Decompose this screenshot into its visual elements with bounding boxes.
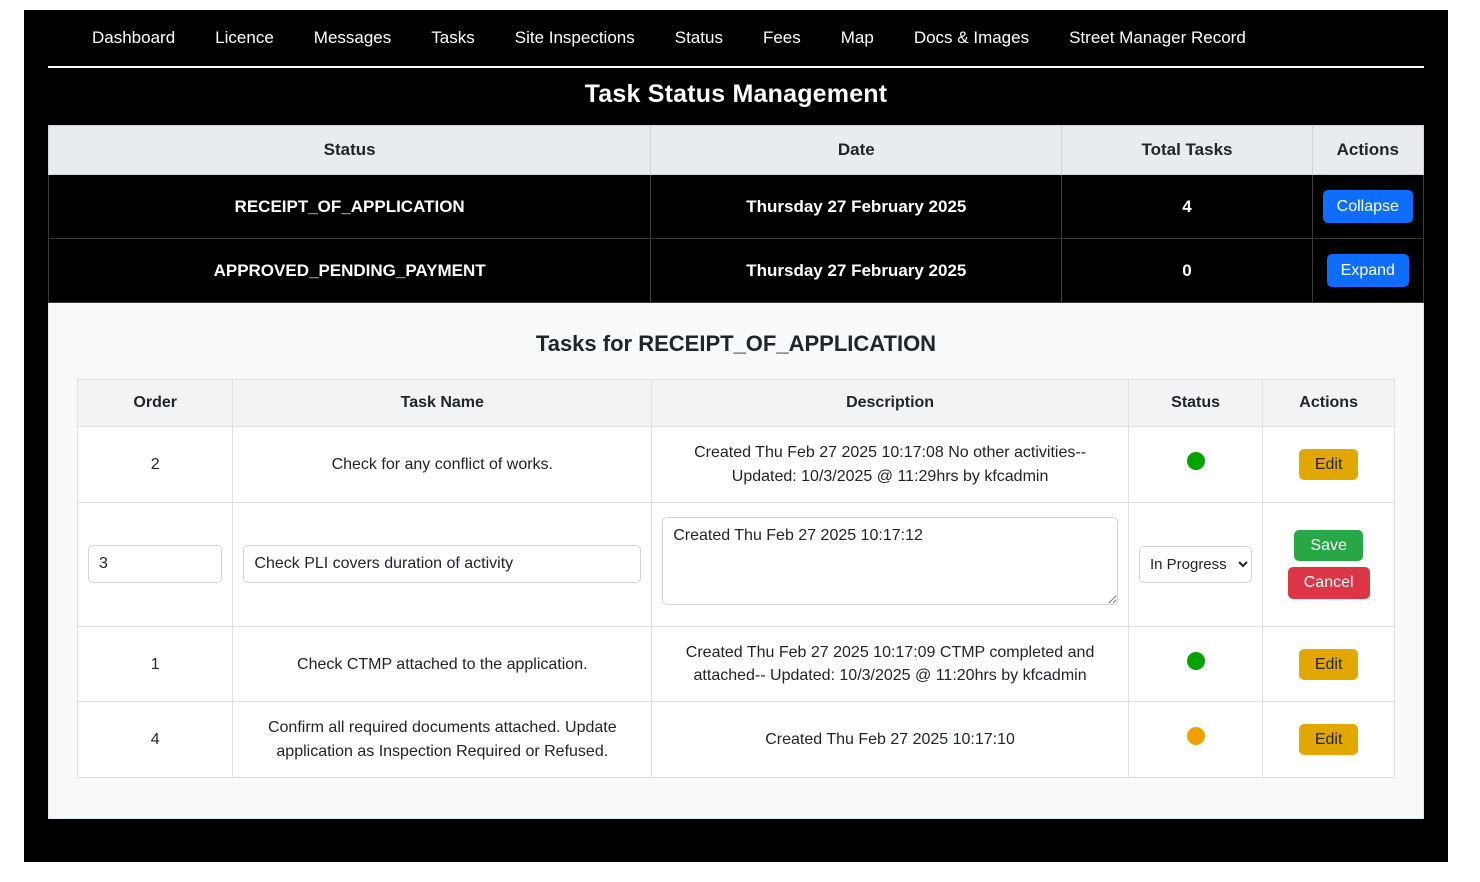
task-actions-cell [1263,427,1395,502]
nav-item-docs-images[interactable]: Docs & Images [913,28,1030,47]
tasks-table [77,379,1395,777]
table-row [49,239,1424,303]
task-description-cell: Created Thu Feb 27 2025 10:17:10 [652,702,1129,777]
table-row [78,702,1395,777]
task-name-cell: Check for any conflict of works. [233,427,652,502]
app-shell [24,10,1448,862]
task-order-cell: 4 [78,702,233,777]
order-col-header: Order [78,380,233,427]
expand-button[interactable]: Expand [1327,254,1409,287]
status-summary-table [48,125,1424,303]
tasks-table-header-row [78,380,1395,427]
status-date-cell: Thursday 27 February 2025 [651,239,1062,303]
task-order-cell [78,502,233,626]
nav-item-map[interactable]: Map [840,28,874,47]
cancel-button[interactable]: Cancel [1288,567,1370,598]
status-actions-cell [1312,239,1423,303]
nav-item-licence[interactable]: Licence [215,28,274,47]
table-row [49,175,1424,239]
task-name-cell: Check CTMP attached to the application. [233,626,652,701]
status-name-cell: APPROVED_PENDING_PAYMENT [49,239,651,303]
task-status-select[interactable] [1139,546,1252,583]
collapse-button[interactable]: Collapse [1323,190,1413,223]
edit-action-stack [1273,530,1384,598]
task-detail-title-status: RECEIPT_OF_APPLICATION [638,331,937,357]
task-status-cell [1128,626,1262,701]
status-name-cell: RECEIPT_OF_APPLICATION [49,175,651,239]
date-col-header: Date [651,126,1062,175]
task-description-textarea[interactable] [662,517,1118,605]
status-actions-cell [1312,175,1423,239]
table-row [78,427,1395,502]
task-detail-panel [48,303,1424,818]
status-col-header: Status [49,126,651,175]
task-description-cell [652,502,1129,626]
task-actions-cell [1263,702,1395,777]
task-status-col-header: Status [1128,380,1262,427]
nav-item-site-inspections[interactable]: Site Inspections [514,28,635,47]
task-actions-cell [1263,502,1395,626]
task-actions-cell [1263,626,1395,701]
status-total-cell: 0 [1062,239,1312,303]
status-total-cell: 4 [1062,175,1312,239]
nav-item-dashboard[interactable]: Dashboard [92,28,176,47]
task-name-cell [233,502,652,626]
task-status-cell [1128,702,1262,777]
edit-button[interactable]: Edit [1299,724,1359,755]
nav-item-status[interactable]: Status [674,28,723,47]
status-green-dot-icon [1187,652,1205,670]
status-table-header-row [49,126,1424,175]
task-detail-title-prefix: Tasks for [535,331,639,357]
edit-button[interactable]: Edit [1299,649,1359,680]
order-input[interactable] [88,545,222,583]
task-detail-title [77,331,1395,357]
status-orange-dot-icon [1187,727,1205,745]
task-order-cell: 1 [78,626,233,701]
status-green-dot-icon [1187,452,1205,470]
total-tasks-col-header: Total Tasks [1062,126,1312,175]
main-navigation [48,10,1424,68]
task-description-cell: Created Thu Feb 27 2025 10:17:09 CTMP completed and attached-- Updated: 10/3/2025 @ 11:20hrs by kfcadmin [652,626,1129,701]
description-col-header: Description [652,380,1129,427]
task-name-col-header: Task Name [233,380,652,427]
save-button[interactable]: Save [1294,530,1362,561]
nav-item-tasks[interactable]: Tasks [431,28,475,47]
nav-item-fees[interactable]: Fees [762,28,801,47]
nav-item-messages[interactable]: Messages [313,28,392,47]
status-date-cell: Thursday 27 February 2025 [651,175,1062,239]
table-row [78,626,1395,701]
task-name-cell: Confirm all required documents attached. Update application as Inspection Required or Refused. [233,702,652,777]
task-order-cell: 2 [78,427,233,502]
status-table-container [48,125,1424,303]
page-title: Task Status Management [584,80,888,108]
edit-button[interactable]: Edit [1299,449,1359,480]
task-name-input[interactable] [243,545,641,583]
task-description-cell: Created Thu Feb 27 2025 10:17:08 No other activities-- Updated: 10/3/2025 @ 11:29hrs by kfcadmin [652,427,1129,502]
browser-chrome-strip [0,0,1480,10]
actions-col-header: Actions [1312,126,1423,175]
task-actions-col-header: Actions [1263,380,1395,427]
task-status-cell [1128,427,1262,502]
nav-item-street-manager-record[interactable]: Street Manager Record [1069,28,1246,47]
table-row [78,502,1395,626]
task-status-cell [1128,502,1262,626]
